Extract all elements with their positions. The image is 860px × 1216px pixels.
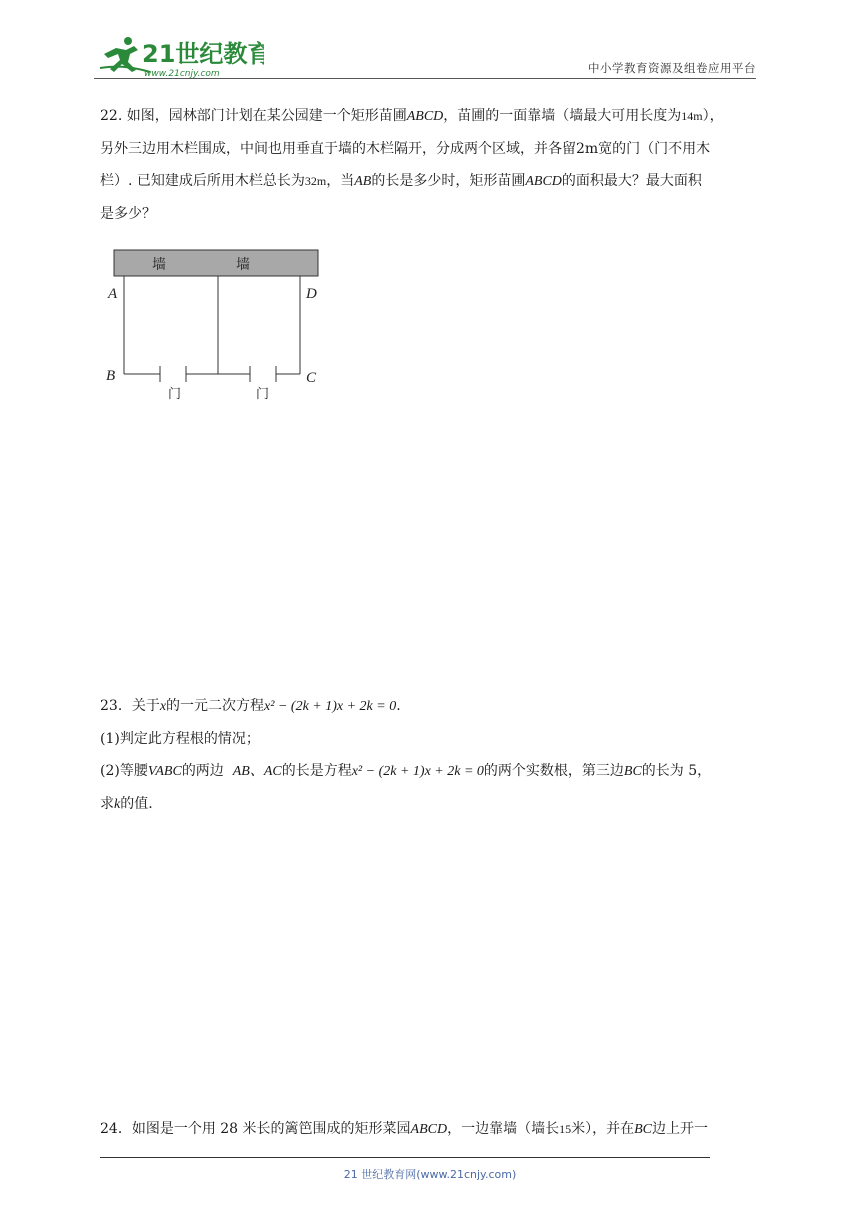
door-label: 门 xyxy=(256,387,270,402)
label-a: A xyxy=(108,286,118,302)
q24-line-1 xyxy=(100,1113,770,1146)
q22-text: 栏）. 已知建成后所用木栏总长为 xyxy=(100,173,305,189)
q23-part-2-line-2 xyxy=(100,788,770,821)
wall-bar xyxy=(114,250,318,276)
q22-abcd: ABCD xyxy=(406,109,444,124)
q23-k: k xyxy=(114,797,121,812)
q23-equation: x² − (2k + 1)x + 2k = 0 xyxy=(351,764,484,779)
q23-sides: AB、AC xyxy=(232,764,282,779)
q24-text: 米），并在 xyxy=(571,1121,635,1137)
q23-text: 的两边 xyxy=(181,763,224,779)
header-divider xyxy=(94,78,756,79)
q23-text: 的长是方程 xyxy=(281,763,352,779)
q23-text: . xyxy=(396,698,401,714)
q23-text: 的一元二次方程 xyxy=(166,698,265,714)
q24-bc: BC xyxy=(634,1122,652,1137)
q22-fence-length: 32m xyxy=(304,174,327,188)
q23-text: 的长为 5， xyxy=(641,763,712,779)
q23-text: 的两个实数根，第三边 xyxy=(483,763,624,779)
q22-line-2: 另外三边用木栏围成，中间也用垂直于墙的木栏隔开，分成两个区域，并各留2m宽的门（门不用木 xyxy=(100,141,711,157)
q22-wall-length: 14m xyxy=(681,109,703,123)
footer-link[interactable]: 21 世纪教育网(www.21cnjy.com) xyxy=(343,1168,517,1181)
q22-ab: AB xyxy=(354,174,372,189)
label-c: C xyxy=(306,370,317,386)
wall-label: 墙 xyxy=(236,257,250,273)
q22-line-3 xyxy=(100,165,770,198)
q22-abcd: ABCD xyxy=(525,174,562,189)
q22-text: 的面积最大？最大面积 xyxy=(561,173,702,189)
q23-text: 23．关于 xyxy=(100,698,160,714)
q23-bc: BC xyxy=(623,764,642,779)
q22-line-1 xyxy=(100,100,770,133)
q22-line-4: 是多少？ xyxy=(100,206,156,222)
question-24 xyxy=(100,1113,770,1146)
q23-equation: x² − (2k + 1)x + 2k = 0 xyxy=(264,699,397,714)
q23-text: 求 xyxy=(100,796,114,812)
q23-part-1: (1)判定此方程根的情况； xyxy=(100,731,260,747)
garden-diagram xyxy=(100,246,330,410)
label-b: B xyxy=(106,368,116,384)
platform-name: 中小学教育资源及组卷应用平台 xyxy=(588,61,756,75)
q24-text: ，一边靠墙（墙长 xyxy=(447,1121,560,1137)
q23-variable: x xyxy=(159,699,167,714)
question-23 xyxy=(100,690,770,821)
q24-text: 24．如图是一个用 28 米长的篱笆围成的矩形菜园 xyxy=(100,1121,411,1137)
label-d: D xyxy=(306,286,317,302)
q22-text: 的长是多少时，矩形苗圃 xyxy=(371,173,526,189)
q22-text: ，苗圃的一面靠墙（墙最大可用长度为 xyxy=(443,108,682,124)
logo-text: 21世纪教育 xyxy=(142,40,264,68)
site-logo xyxy=(94,32,264,80)
door-label: 门 xyxy=(168,387,182,402)
q23-triangle: VABC xyxy=(147,764,182,779)
q23-line-1 xyxy=(100,690,770,723)
wall-label: 墙 xyxy=(152,257,166,273)
q23-text: 的值. xyxy=(120,796,153,812)
q24-wall-length: 15 xyxy=(559,1122,572,1136)
q22-text: ）， xyxy=(702,108,724,124)
q23-part-2 xyxy=(100,755,770,788)
q24-abcd: ABCD xyxy=(410,1122,448,1137)
q22-text: 22. 如图，园林部门计划在某公园建一个矩形苗圃 xyxy=(100,108,407,124)
footer-divider xyxy=(100,1157,710,1158)
question-22 xyxy=(100,100,770,230)
q23-text: (2)等腰 xyxy=(100,763,148,779)
q22-text: ，当 xyxy=(326,173,355,189)
logo-url: www.21cnjy.com xyxy=(144,69,220,79)
q24-text: 边上开一 xyxy=(651,1121,708,1137)
